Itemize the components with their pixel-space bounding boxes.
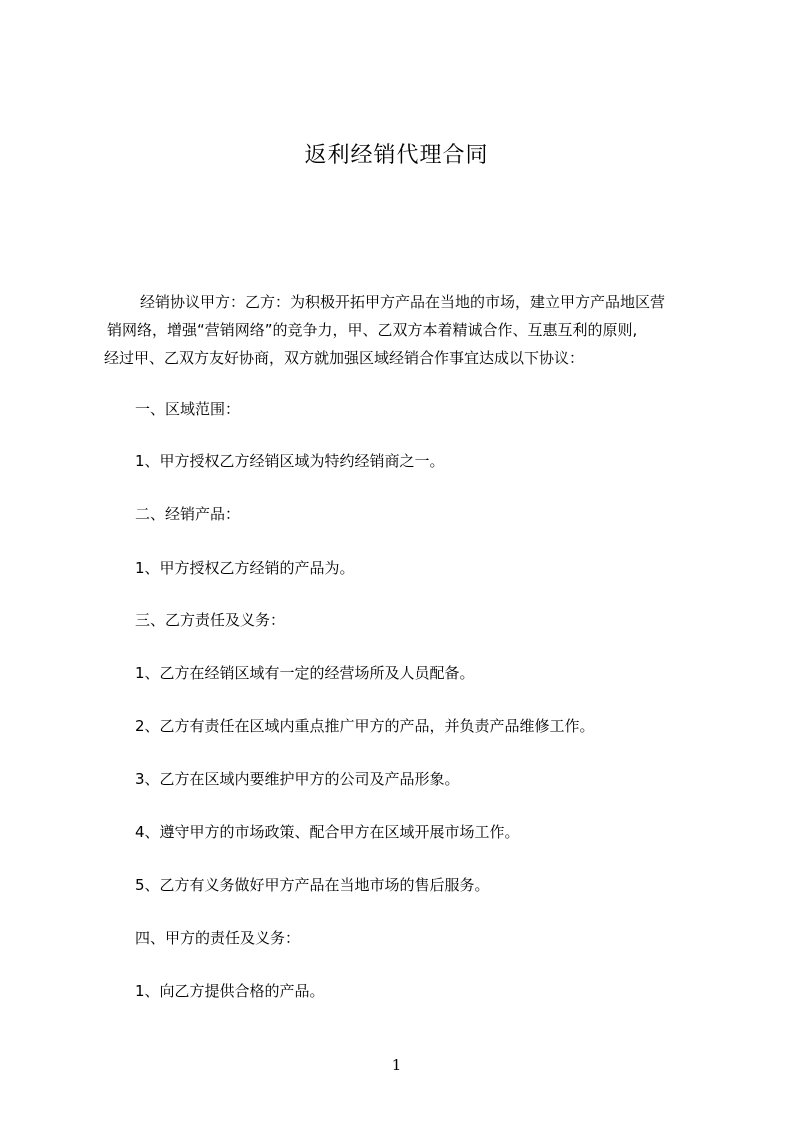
clause-item: 4、遵守甲方的市场政策、配合甲方在区域开展市场工作。 [135,823,520,841]
section-heading-region-scope: 一、区域范围： [135,400,241,418]
intro-paragraph [104,288,704,372]
intro-line: 经过甲、乙双方友好协商，双方就加强区域经销合作事宜达成以下协议： [104,349,585,367]
intro-line: 经销协议甲方：乙方：为积极开拓甲方产品在当地的市场，建立甲方产品地区营 [140,293,666,311]
section-heading-products: 二、经销产品： [135,505,241,523]
section-heading-party-a-duties: 四、甲方的责任及义务： [135,929,301,947]
clause-item: 1、甲方授权乙方经销的产品为。 [135,559,355,577]
clause-item: 1、乙方在经销区域有一定的经营场所及人员配备。 [135,664,475,682]
document-title: 返利经销代理合同 [304,143,489,168]
page-number: 1 [391,1056,402,1074]
intro-line: 销网络，增强“营销网络”的竞争力，甲、乙双方本着精诚合作、互惠互利的原则, [107,321,638,339]
section-heading-party-b-duties: 三、乙方责任及义务： [135,611,286,629]
clause-item: 5、乙方有义务做好甲方产品在当地市场的售后服务。 [135,876,490,894]
clause-item: 3、乙方在区域内要维护甲方的公司及产品形象。 [135,770,460,788]
clause-item: 1、甲方授权乙方经销区域为特约经销商之一。 [135,452,445,470]
clause-item: 1、向乙方提供合格的产品。 [135,982,325,1000]
clause-item: 2、乙方有责任在区域内重点推广甲方的产品，并负责产品维修工作。 [135,717,595,735]
